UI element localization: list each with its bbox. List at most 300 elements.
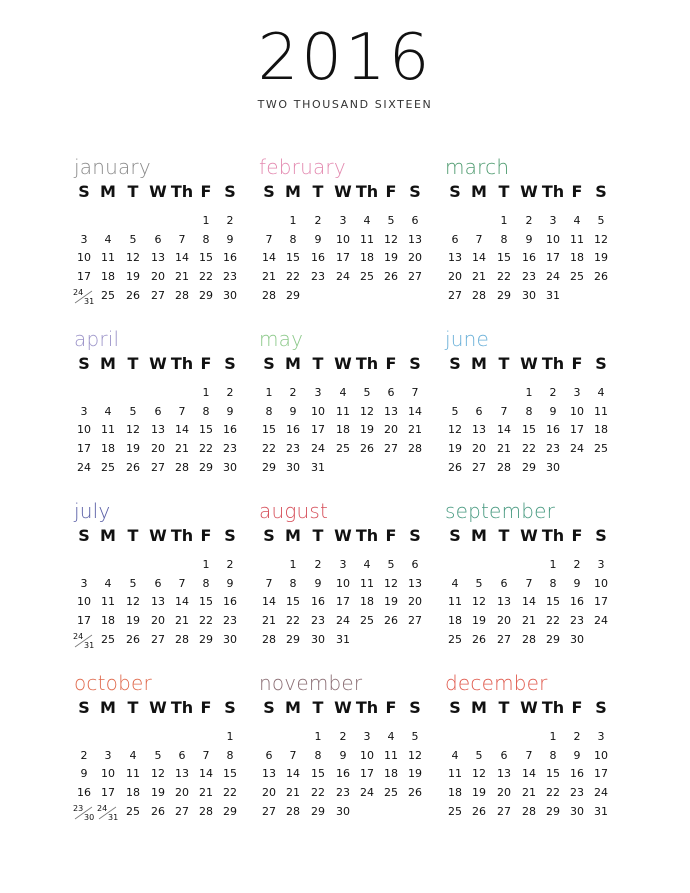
month-name: september [445,499,556,523]
day-cell: 20 [151,442,165,456]
day-cell: 19 [126,614,140,628]
month-january [74,155,264,320]
weekday-header: W [149,354,167,373]
day-cell: 19 [408,767,422,781]
weekday-header: F [571,526,583,545]
day-cell: 12 [151,767,165,781]
weekday-header: F [385,698,397,717]
split-day-bottom: 31 [84,640,95,650]
day-cell: 12 [384,576,398,590]
day-cell: 20 [497,786,511,800]
day-cell: 9 [314,232,322,246]
weekday-header: M [471,354,487,373]
day-cell: 4 [129,748,137,762]
day-cell: 30 [570,804,584,818]
day-cell: 25 [360,614,374,628]
day-cell: 28 [262,288,276,302]
day-cell: 9 [226,404,234,418]
day-cell: 2 [339,730,347,743]
day-cell: 8 [525,404,533,418]
day-cell: 10 [77,423,91,437]
day-cell: 7 [525,576,533,590]
day-cell: 29 [286,288,300,302]
day-cell: 2 [314,558,322,571]
day-cell: 3 [549,214,557,227]
day-cell: 17 [77,442,91,456]
day-cell: 15 [199,595,213,609]
day-cell: 27 [175,804,189,818]
weekday-header: T [498,698,510,717]
day-cell: 25 [101,288,115,302]
day-cell: 31 [311,460,325,474]
weekday-header: Th [170,182,194,201]
day-cell: 1 [289,558,297,571]
weekday-header: Th [355,182,379,201]
day-cell: 23 [311,614,325,628]
day-cell: 19 [126,270,140,284]
day-cell: 27 [408,270,422,284]
day-cell: 18 [101,614,115,628]
weekday-header: S [78,526,90,545]
month-name: october [74,671,152,695]
day-cell: 9 [573,576,581,590]
day-cell: 25 [101,460,115,474]
day-cell: 17 [360,767,374,781]
day-cell: 15 [223,767,237,781]
day-cell: 8 [549,576,557,590]
day-cell: 7 [265,576,273,590]
day-cell: 17 [311,423,325,437]
day-cell: 21 [408,423,422,437]
day-cell: 12 [594,232,608,246]
day-cell: 4 [387,730,395,743]
month-name: april [74,327,120,351]
day-cell: 14 [286,767,300,781]
day-cell: 2 [80,748,88,762]
day-cell: 11 [101,595,115,609]
day-cell: 6 [154,404,162,418]
day-cell: 26 [151,804,165,818]
day-cell: 14 [262,595,276,609]
day-cell: 29 [223,804,237,818]
month-name: february [259,155,346,179]
day-cell: 21 [262,614,276,628]
weekday-header: S [224,354,236,373]
day-cell: 27 [497,632,511,646]
weekday-header: Th [170,354,194,373]
day-cell: 18 [101,270,115,284]
day-cell: 30 [311,632,325,646]
day-cell: 16 [286,423,300,437]
day-cell: 10 [77,251,91,265]
year-subtitle: TWO THOUSAND SIXTEEN [257,98,433,111]
weekday-header: S [595,182,607,201]
day-cell: 29 [522,460,536,474]
month-june [445,327,635,492]
split-day-cell [72,632,96,650]
day-cell: 10 [336,576,350,590]
day-cell: 8 [202,404,210,418]
weekday-header: T [312,698,324,717]
day-cell: 8 [289,576,297,590]
day-cell: 9 [226,232,234,246]
weekday-header: S [409,182,421,201]
day-cell: 13 [448,251,462,265]
day-cell: 14 [522,595,536,609]
day-cell: 16 [223,251,237,265]
split-day-bottom: 31 [84,296,95,306]
day-cell: 13 [384,404,398,418]
day-cell: 24 [594,786,608,800]
day-cell: 18 [360,595,374,609]
day-cell: 8 [289,232,297,246]
day-cell: 11 [360,576,374,590]
day-cell: 6 [265,748,273,762]
day-cell: 1 [202,386,210,399]
day-cell: 2 [226,214,234,227]
split-day-bottom: 31 [108,812,119,822]
day-cell: 17 [546,251,560,265]
day-cell: 23 [286,442,300,456]
month-july [74,499,264,664]
day-cell: 16 [77,786,91,800]
day-cell: 11 [570,232,584,246]
weekday-header: T [127,182,139,201]
day-cell: 7 [525,748,533,762]
day-cell: 5 [451,404,459,418]
day-cell: 20 [384,423,398,437]
weekday-header: Th [355,526,379,545]
day-cell: 8 [549,748,557,762]
weekday-header: W [334,182,352,201]
day-cell: 12 [126,423,140,437]
day-cell: 20 [448,270,462,284]
day-cell: 24 [77,460,91,474]
day-cell: 5 [475,748,483,762]
day-cell: 10 [311,404,325,418]
day-cell: 14 [408,404,422,418]
day-cell: 27 [408,614,422,628]
day-cell: 9 [226,576,234,590]
month-name: may [259,327,304,351]
day-cell: 13 [175,767,189,781]
day-cell: 18 [448,786,462,800]
weekday-header: M [285,182,301,201]
day-cell: 1 [226,730,234,743]
split-day-cell [72,804,96,822]
day-cell: 14 [175,423,189,437]
day-cell: 17 [77,614,91,628]
day-cell: 24 [336,270,350,284]
day-cell: 9 [314,576,322,590]
day-cell: 26 [472,804,486,818]
weekday-header: T [312,526,324,545]
day-cell: 1 [549,730,557,743]
day-cell: 12 [126,251,140,265]
day-cell: 23 [223,614,237,628]
day-cell: 6 [178,748,186,762]
day-cell: 25 [101,632,115,646]
weekday-header: F [200,698,212,717]
weekday-header: T [127,698,139,717]
day-cell: 26 [408,786,422,800]
day-cell: 7 [265,232,273,246]
day-cell: 30 [286,460,300,474]
day-cell: 23 [223,270,237,284]
day-cell: 25 [336,442,350,456]
day-cell: 29 [199,632,213,646]
weekday-header: M [471,182,487,201]
day-cell: 15 [497,251,511,265]
month-august [259,499,449,664]
month-may [259,327,449,492]
day-cell: 13 [151,251,165,265]
day-cell: 20 [497,614,511,628]
day-cell: 18 [594,423,608,437]
day-cell: 6 [411,558,419,571]
day-cell: 22 [546,614,560,628]
weekday-header: M [100,698,116,717]
day-cell: 16 [336,767,350,781]
split-day-cell [72,288,96,306]
day-cell: 8 [265,404,273,418]
day-cell: 5 [363,386,371,399]
day-cell: 17 [594,595,608,609]
day-cell: 21 [199,786,213,800]
weekday-header: Th [541,698,565,717]
weekday-header: S [78,182,90,201]
day-cell: 21 [262,270,276,284]
day-cell: 26 [472,632,486,646]
day-cell: 6 [387,386,395,399]
day-cell: 27 [151,460,165,474]
day-cell: 26 [360,442,374,456]
weekday-header: S [449,698,461,717]
weekday-header: S [224,182,236,201]
day-cell: 6 [451,232,459,246]
day-cell: 5 [129,232,137,246]
day-cell: 22 [262,442,276,456]
day-cell: 12 [360,404,374,418]
day-cell: 13 [472,423,486,437]
day-cell: 13 [497,595,511,609]
day-cell: 10 [594,748,608,762]
day-cell: 18 [570,251,584,265]
day-cell: 25 [360,270,374,284]
day-cell: 8 [202,232,210,246]
weekday-header: F [385,182,397,201]
day-cell: 8 [202,576,210,590]
day-cell: 15 [546,595,560,609]
day-cell: 30 [546,460,560,474]
month-name: june [445,327,490,351]
day-cell: 4 [104,404,112,418]
day-cell: 3 [573,386,581,399]
day-cell: 21 [472,270,486,284]
day-cell: 25 [570,270,584,284]
day-cell: 18 [448,614,462,628]
weekday-header: F [385,526,397,545]
day-cell: 4 [363,558,371,571]
month-december [445,671,635,836]
day-cell: 14 [199,767,213,781]
day-cell: 7 [178,576,186,590]
day-cell: 22 [522,442,536,456]
day-cell: 30 [522,288,536,302]
day-cell: 12 [408,748,422,762]
day-cell: 17 [336,251,350,265]
weekday-header: S [263,698,275,717]
day-cell: 2 [573,558,581,571]
split-day-cell [96,804,120,822]
weekday-header: F [571,182,583,201]
day-cell: 5 [387,214,395,227]
year-title: 2016 [257,21,433,95]
weekday-header: T [498,182,510,201]
day-cell: 26 [384,270,398,284]
day-cell: 21 [175,614,189,628]
day-cell: 11 [336,404,350,418]
day-cell: 4 [339,386,347,399]
day-cell: 11 [448,767,462,781]
day-cell: 29 [546,804,560,818]
day-cell: 3 [80,232,88,246]
day-cell: 24 [594,614,608,628]
day-cell: 21 [286,786,300,800]
weekday-header: F [571,698,583,717]
day-cell: 23 [311,270,325,284]
day-cell: 22 [546,786,560,800]
day-cell: 13 [408,232,422,246]
weekday-header: M [100,354,116,373]
day-cell: 19 [472,614,486,628]
day-cell: 10 [546,232,560,246]
day-cell: 19 [472,786,486,800]
weekday-header: S [409,526,421,545]
day-cell: 12 [126,595,140,609]
split-day-top: 24 [97,803,108,813]
day-cell: 1 [265,386,273,399]
weekday-header: W [149,182,167,201]
day-cell: 13 [262,767,276,781]
day-cell: 31 [546,288,560,302]
day-cell: 14 [497,423,511,437]
day-cell: 14 [472,251,486,265]
month-name: january [74,155,151,179]
day-cell: 24 [546,270,560,284]
month-april [74,327,264,492]
day-cell: 30 [223,288,237,302]
day-cell: 28 [175,288,189,302]
day-cell: 10 [570,404,584,418]
day-cell: 4 [363,214,371,227]
day-cell: 16 [311,251,325,265]
day-cell: 20 [175,786,189,800]
day-cell: 4 [451,576,459,590]
weekday-header: M [471,526,487,545]
day-cell: 3 [597,730,605,743]
day-cell: 2 [525,214,533,227]
day-cell: 7 [178,404,186,418]
day-cell: 3 [104,748,112,762]
month-november [259,671,449,836]
day-cell: 1 [500,214,508,227]
day-cell: 3 [339,214,347,227]
weekday-header: W [334,698,352,717]
day-cell: 22 [199,442,213,456]
day-cell: 7 [475,232,483,246]
month-name: august [259,499,329,523]
weekday-header: W [149,526,167,545]
day-cell: 22 [286,614,300,628]
weekday-header: M [285,354,301,373]
day-cell: 30 [223,632,237,646]
weekday-header: M [471,698,487,717]
day-cell: 15 [311,767,325,781]
day-cell: 29 [199,460,213,474]
weekday-header: T [312,182,324,201]
weekday-header: F [571,354,583,373]
day-cell: 6 [475,404,483,418]
day-cell: 16 [570,595,584,609]
day-cell: 5 [387,558,395,571]
day-cell: 28 [262,632,276,646]
day-cell: 19 [384,251,398,265]
day-cell: 5 [475,576,483,590]
day-cell: 20 [151,270,165,284]
day-cell: 26 [126,460,140,474]
day-cell: 14 [175,595,189,609]
weekday-header: W [334,526,352,545]
day-cell: 14 [175,251,189,265]
day-cell: 31 [594,804,608,818]
day-cell: 28 [175,632,189,646]
day-cell: 5 [129,404,137,418]
split-day-top: 24 [73,287,84,297]
weekday-header: S [78,698,90,717]
day-cell: 7 [202,748,210,762]
day-cell: 2 [314,214,322,227]
weekday-header: S [449,526,461,545]
day-cell: 29 [311,804,325,818]
day-cell: 23 [570,786,584,800]
day-cell: 4 [573,214,581,227]
day-cell: 29 [546,632,560,646]
weekday-header: S [449,354,461,373]
day-cell: 11 [101,251,115,265]
day-cell: 12 [472,595,486,609]
day-cell: 16 [570,767,584,781]
day-cell: 26 [448,460,462,474]
day-cell: 2 [289,386,297,399]
weekday-header: Th [170,698,194,717]
weekday-header: M [100,182,116,201]
day-cell: 9 [339,748,347,762]
weekday-header: W [520,698,538,717]
day-cell: 16 [546,423,560,437]
day-cell: 28 [497,460,511,474]
day-cell: 30 [336,804,350,818]
day-cell: 23 [546,442,560,456]
weekday-header: Th [355,698,379,717]
weekday-header: W [520,526,538,545]
day-cell: 11 [448,595,462,609]
weekday-header: S [78,354,90,373]
day-cell: 23 [570,614,584,628]
day-cell: 8 [314,748,322,762]
day-cell: 29 [286,632,300,646]
month-name: november [259,671,363,695]
